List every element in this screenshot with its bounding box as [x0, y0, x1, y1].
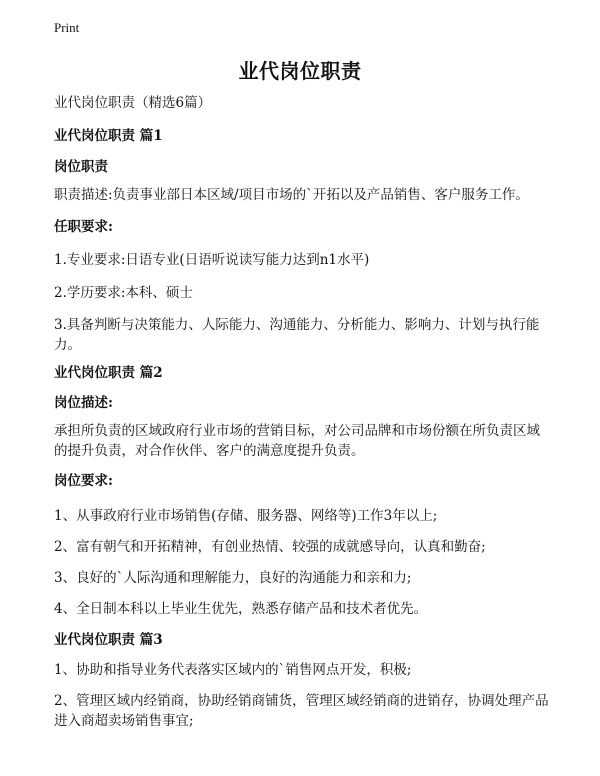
print-link[interactable]: Print [54, 20, 80, 35]
section-2-item-3: 3、良好的`人际沟通和理解能力，良好的沟通能力和亲和力; [54, 570, 412, 586]
section-heading-2: 业代岗位职责 篇2 [54, 365, 163, 381]
section-1-item-1: 1.专业要求:日语专业(日语听说读写能力达到n1水平) [54, 252, 370, 268]
section-3-item-1: 1、协助和指导业务代表落实区域内的`销售网点开发，积极; [54, 662, 412, 678]
section-1-subheading-duties: 岗位职责 [54, 159, 108, 175]
section-2-description-text: 承担所负责的区域政府行业市场的营销目标，对公司品牌和市场份额在所负责区域的提升负责，对合作伙伴、客户的满意度提升负责。 [54, 423, 540, 459]
section-1-duty-description: 职责描述:负责事业部日本区域/项目市场的`开拓以及产品销售、客户服务工作。 [54, 187, 529, 203]
section-1-item-3: 3.具备判断与决策能力、人际能力、沟通能力、分析能力、影响力、计划与执行能力。 [54, 317, 540, 353]
section-heading-1: 业代岗位职责 篇1 [54, 128, 163, 144]
section-2-item-2: 2、富有朝气和开拓精神，有创业热情、较强的成就感导向，认真和勤奋; [54, 539, 486, 555]
section-2-subheading-requirements: 岗位要求: [54, 473, 113, 489]
section-3-item-2: 2、管理区域内经销商，协助经销商铺货，管理区域经销商的进销存，协调处理产品进入商超卖场销售事宜; [54, 693, 549, 729]
document-subtitle: 业代岗位职责（精选6篇） [54, 95, 212, 111]
section-2-item-1: 1、从事政府行业市场销售(存储、服务器、网络等)工作3年以上; [54, 508, 438, 524]
section-1-subheading-requirements: 任职要求: [54, 219, 113, 235]
section-heading-3: 业代岗位职责 篇3 [54, 632, 163, 648]
section-1-item-2: 2.学历要求:本科、硕士 [54, 285, 193, 301]
page-title: 业代岗位职责 [238, 59, 362, 83]
section-2-item-4: 4、全日制本科以上毕业生优先，熟悉存储产品和技术者优先。 [54, 601, 428, 617]
section-2-subheading-description: 岗位描述: [54, 395, 113, 411]
